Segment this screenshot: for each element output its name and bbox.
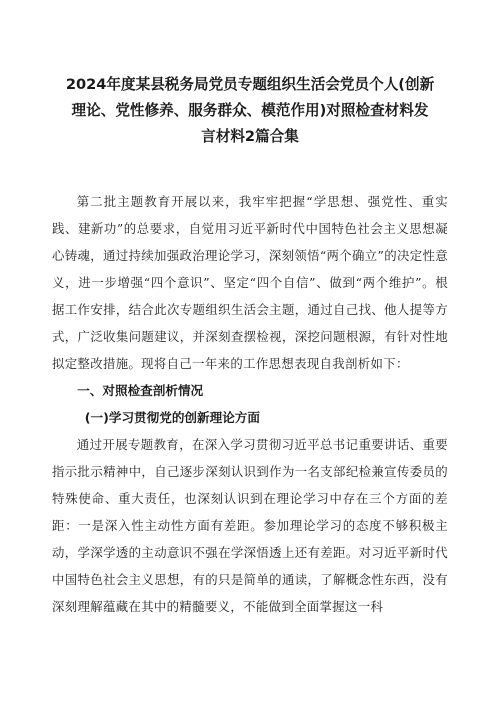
subsection-heading: (一)学习贯彻党的创新理论方面 [84, 410, 260, 425]
title-line-2: 理论、党性修养、服务群众、模范作用)对照检查材料发 [71, 102, 429, 119]
document-body [52, 188, 448, 620]
title-line-3: 言材料2篇合集 [201, 128, 299, 145]
title-line-1: 2024年度某县税务局党员专题组织生活会党员个人(创新 [65, 76, 435, 93]
section-heading: 一、对照检查剖析情况 [77, 383, 204, 398]
intro-paragraph: 第二批主题教育开展以来，我牢牢把握“学思想、强党性、重实践、建新功”的总要求，自觉用习近平新时代中国特色社会主义思想凝心铸魂，通过持续加强政治理论学习，深刻领悟“两个确立”的决定性意义，进一步增强“四个意识”、坚定“四个自信”、做到“两个维护”。根据工作安排，结合此次专题组织生活会主题，通过自己找、他人提等方式，广泛收集问题建议，并深刻查摆检视，深挖问题根源，有针对性地拟定整改措施。现将自己一年来的工作思想表现自我剖析如下： [52, 194, 448, 371]
body-paragraph: 通过开展专题教育，在深入学习贯彻习近平总书记重要讲话、重要指示批示精神中，自己逐步深刻认识到作为一名支部纪检兼宣传委员的特殊使命、重大责任，也深刻认识到在理论学习中存在三个方面的差距：一是深入性主动性方面有差距。参加理论学习的态度不够积极主动，学深学透的主动意识不强在学深悟透上还有差距。对习近平新时代中国特色社会主义思想，有的只是简单的通读，了解概念性东西，没有深刻理解蕴藏在其中的精髓要义，不能做到全面掌握这一科 [52, 437, 448, 614]
document-title [52, 72, 448, 150]
